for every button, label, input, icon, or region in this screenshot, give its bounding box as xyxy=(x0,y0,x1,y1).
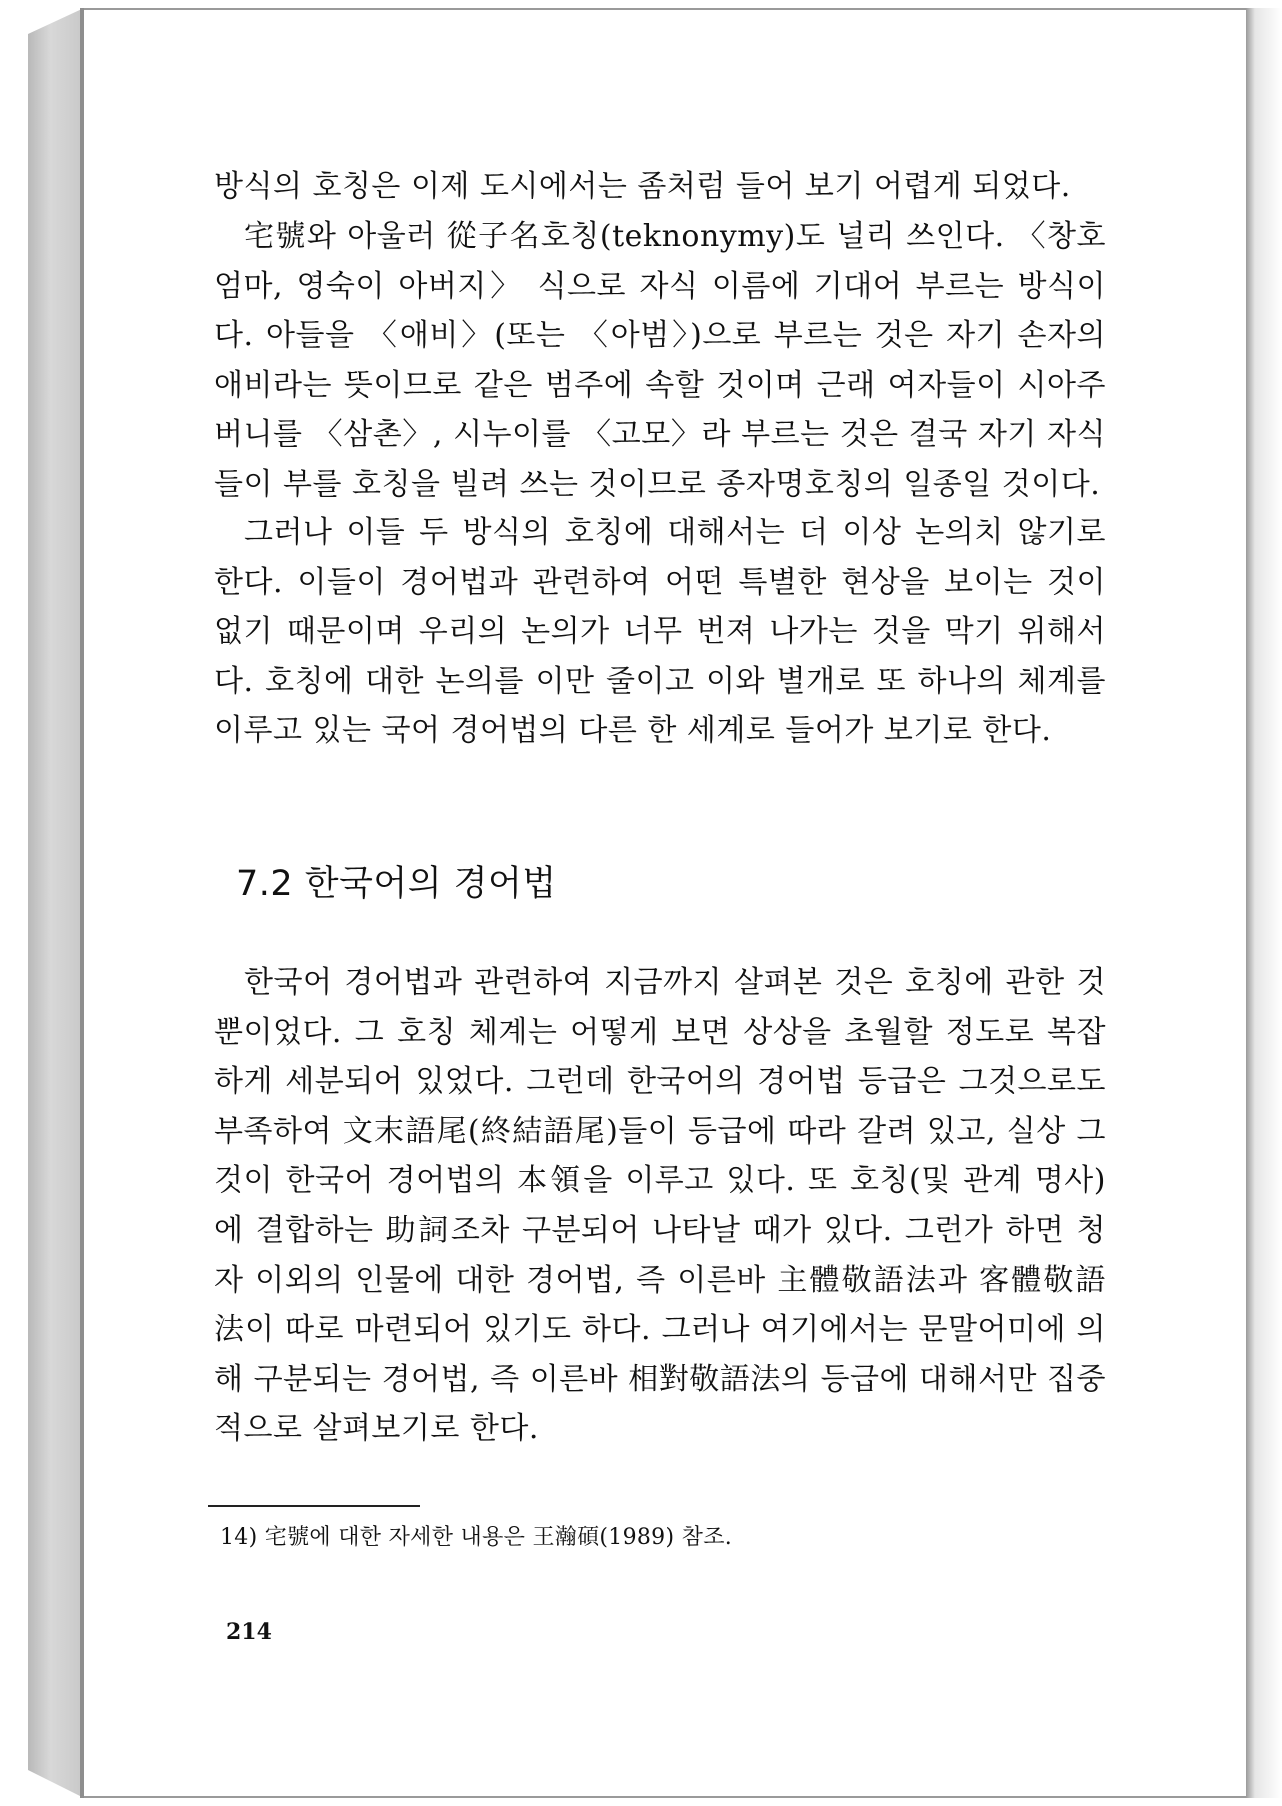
paragraph-1: 방식의 호칭은 이제 도시에서는 좀처럼 들어 보기 어렵게 되었다. xyxy=(214,169,1071,204)
paragraph-2: 宅號와 아울러 從子名호칭(teknonymy)도 널리 쓰인다. 〈창호 엄마, 영숙이 아버지〉 식으로 자식 이름에 기대어 부르는 방식이다. 아들을 〈애비〉(또는 〈아범〉)으로 부르는 것은 자기 손자의 애비라는 뜻이므로 같은 범주에 속할 것이며 근래 여자들이 시아주버니를 〈삼촌〉, 시누이를 〈고모〉라 부르는 것은 결국 자기 자식들이 부를 호칭을 빌려 쓰는 것이므로 종자명호칭의 일종일 것이다. xyxy=(214,219,1106,502)
paragraph-4: 한국어 경어법과 관련하여 지금까지 살펴본 것은 호칭에 관한 것뿐이었다. 그 호칭 체계는 어떻게 보면 상상을 초월할 정도로 복잡하게 세분되어 있었다. 그런데 한국어의 경어법 등급은 그것으로도 부족하여 文末語尾(終結語尾)들이 등급에 따라 갈려 있고, 실상 그것이 한국어 경어법의 本領을 이루고 있다. 또 호칭(및 관계 명사)에 결합하는 助詞조차 구분되어 나타날 때가 있다. 그런가 하면 청자 이외의 인물에 대한 경어법, 즉 이른바 主體敬語法과 客體敬語法이 따로 마련되어 있기도 하다. 그러나 여기에서는 문말어미에 의해 구분되는 경어법, 즉 이른바 相對敬語法의 등급에 대해서만 집중적으로 살펴보기로 한다. xyxy=(214,965,1106,1447)
footnote-divider xyxy=(208,1505,420,1507)
paragraph-3: 그러나 이들 두 방식의 호칭에 대해서는 더 이상 논의치 않기로 한다. 이들이 경어법과 관련하여 어떤 특별한 현상을 보이는 것이 없기 때문이며 우리의 논의가 너무 번져 나가는 것을 막기 위해서다. 호칭에 대한 논의를 이만 줄이고 이와 별개로 또 하나의 체계를 이루고 있는 국어 경어법의 다른 한 세계로 들어가 보기로 한다. xyxy=(214,515,1106,749)
page-number: 214 xyxy=(226,1619,272,1645)
section-heading: 7.2 한국어의 경어법 xyxy=(236,864,557,904)
page-right-shadow xyxy=(1246,8,1282,1798)
book-spine-edge xyxy=(28,8,84,1798)
footnote: 14) 宅號에 대한 자세한 내용은 王瀚碩(1989) 참조. xyxy=(220,1525,733,1550)
